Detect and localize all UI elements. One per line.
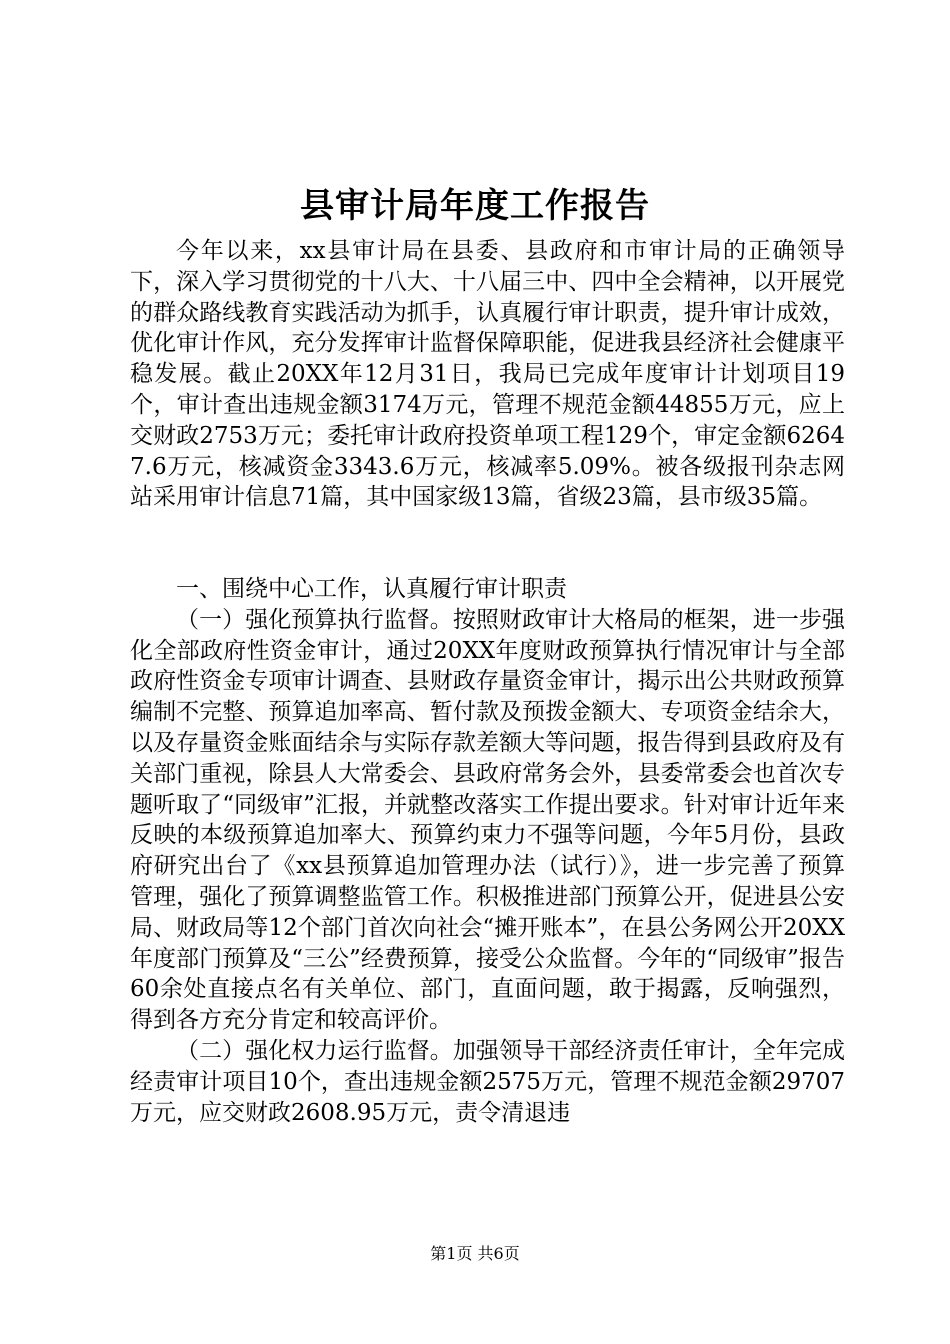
intro-section bbox=[130, 236, 845, 513]
section-1 bbox=[130, 574, 845, 1128]
page-footer: 第1页 共6页 bbox=[430, 1244, 520, 1263]
section-1-heading: 一、围绕中心工作，认真履行审计职责 bbox=[176, 576, 567, 602]
section-1-paragraph-1: （一）强化预算执行监督。按照财政审计大格局的框架，进一步强化全部政府性资金审计，通过20XX年度财政预算执行情况审计与全部政府性资金专项审计调查、县财政存量资金审计，揭示出公共财政预算编制不完整、预算追加率高、暂付款及预拨金额大、专项资金结余大，以及存量资金账面结余与实际存款差额大等问题，报告得到县政府及有关部门重视，除县人大常委会、县政府常务会外，县委常委会也首次专题听取了“同级审”汇报，并就整改落实工作提出要求。针对审计近年来反映的本级预算追加率大、预算约束力不强等问题，今年5月份，县政府研究出台了《xx县预算追加管理办法（试行）》，进一步完善了预算管理，强化了预算调整监管工作。积极推进部门预算公开，促进县公安局、财政局等12个部门首次向社会“摊开账本”，在县公务网公开20XX年度部门预算及“三公”经费预算，接受公众监督。今年的“同级审”报告60余处直接点名有关单位、部门，直面问题，敢于揭露，反响强烈，得到各方充分肯定和较高评价。 bbox=[130, 606, 845, 1034]
section-1-paragraph-2: （二）强化权力运行监督。加强领导干部经济责任审计，全年完成经责审计项目10个，查出违规金额2575万元，管理不规范金额29707万元，应交财政2608.95万元，责令清退违 bbox=[130, 1037, 845, 1126]
document-title: 县审计局年度工作报告 bbox=[300, 186, 650, 226]
intro-paragraph: 今年以来，xx县审计局在县委、县政府和市审计局的正确领导下，深入学习贯彻党的十八大、十八届三中、四中全会精神，以开展党的群众路线教育实践活动为抓手，认真履行审计职责，提升审计成效，优化审计作风，充分发挥审计监督保障职能，促进我县经济社会健康平稳发展。截止20XX年12月31日，我局已完成年度审计计划项目19个，审计查出违规金额3174万元，管理不规范金额44855万元，应上交财政2753万元；委托审计政府投资单项工程129个，审定金额62647.6万元，核减资金3343.6万元，核减率5.09%。被各级报刊杂志网站采用审计信息71篇，其中国家级13篇，省级23篇，县市级35篇。 bbox=[130, 238, 845, 511]
